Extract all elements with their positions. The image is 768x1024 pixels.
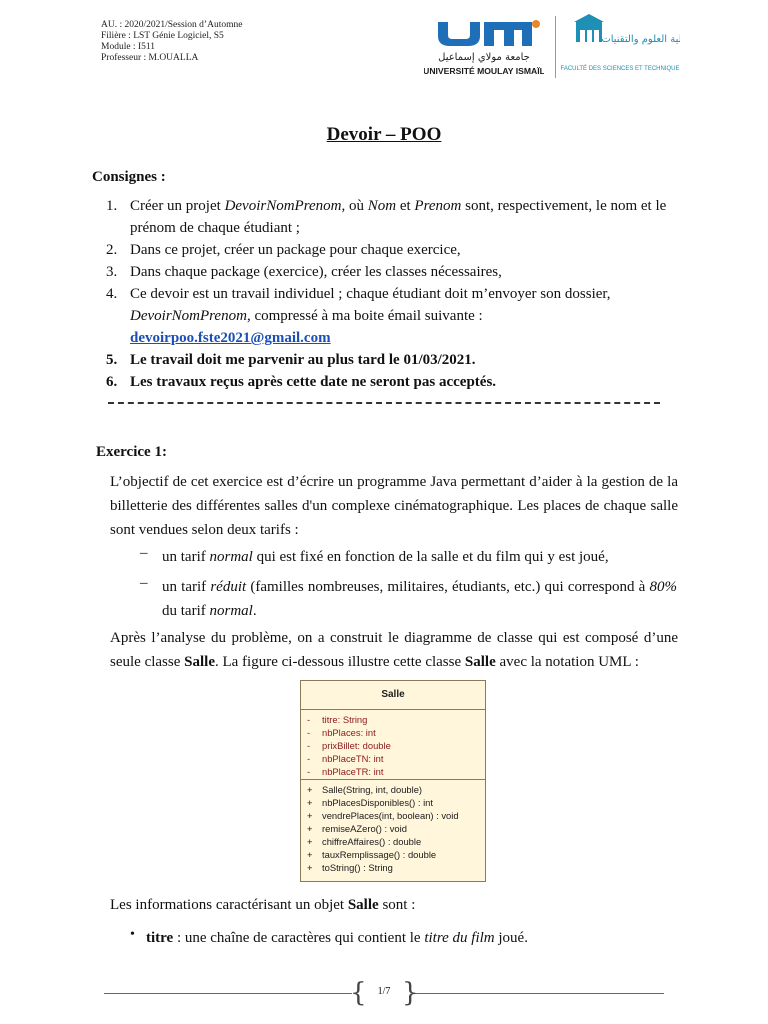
class-name-ref: Salle bbox=[464, 654, 496, 670]
umi-logo-mark bbox=[424, 18, 544, 80]
exercise-heading: Exercice 1: bbox=[96, 444, 167, 460]
consigne-number: 6. bbox=[106, 374, 118, 390]
uml-attribute bbox=[301, 739, 485, 752]
info-text: sont : bbox=[378, 897, 416, 913]
consignes-list bbox=[106, 195, 680, 393]
consigne-text: et bbox=[396, 198, 415, 214]
tarif-dash: – bbox=[140, 575, 148, 591]
uml-attribute-text: titre: String bbox=[322, 714, 368, 725]
tarif-normal-item bbox=[162, 545, 677, 569]
uml-attribute bbox=[301, 726, 485, 739]
titre-bullet-item bbox=[146, 926, 676, 950]
consigne-project-name: DevoirNomPrenom bbox=[224, 198, 342, 214]
uml-class-name: Salle bbox=[301, 681, 485, 710]
footer-rule-left bbox=[104, 993, 352, 994]
tarif-percent: 80% bbox=[649, 579, 677, 595]
uml-attribute-text: nbPlaceTN: int bbox=[322, 753, 384, 764]
uml-attributes bbox=[301, 710, 485, 780]
consigne-item bbox=[106, 195, 680, 239]
consigne-text: Dans ce projet, créer un package pour chaque exercice, bbox=[130, 242, 461, 258]
umi-logo bbox=[424, 18, 544, 80]
uml-operation bbox=[301, 835, 485, 848]
uml-attribute-text: nbPlaces: int bbox=[322, 727, 376, 738]
consigne-text: sont, respectivement, le nom et le prénom de chaque étudiant ; bbox=[130, 198, 667, 236]
info-intro bbox=[110, 893, 678, 917]
logo-divider bbox=[555, 16, 556, 78]
uml-attribute bbox=[301, 765, 485, 778]
tarif-dash: – bbox=[140, 545, 148, 561]
tarif-name: réduit bbox=[210, 579, 247, 595]
uml-visibility: - bbox=[307, 766, 311, 777]
consigne-deadline: Le travail doit me parvenir au plus tard le 01/03/2021. bbox=[130, 352, 476, 368]
uml-visibility: + bbox=[307, 862, 313, 873]
tarif-name: normal bbox=[209, 549, 253, 565]
footer-brace-right: } bbox=[402, 978, 419, 1008]
fst-arabic-name: كلية العلوم والتقنيات bbox=[601, 34, 680, 45]
consigne-project-name: DevoirNomPrenom bbox=[130, 308, 247, 324]
uml-operation bbox=[301, 796, 485, 809]
uml-visibility: + bbox=[307, 823, 313, 834]
analysis-paragraph bbox=[110, 626, 678, 674]
uml-operation bbox=[301, 848, 485, 861]
uml-operation-text: Salle(String, int, double) bbox=[322, 784, 423, 795]
uml-attribute-text: prixBillet: double bbox=[322, 740, 391, 751]
tarif-text: . bbox=[252, 603, 257, 619]
consigne-item bbox=[106, 261, 680, 283]
field-description: joué. bbox=[494, 930, 528, 946]
field-name: titre bbox=[146, 930, 174, 946]
class-name-ref: Salle bbox=[184, 654, 215, 670]
uml-operations bbox=[301, 780, 485, 877]
uml-visibility: + bbox=[307, 784, 313, 795]
uml-visibility: + bbox=[307, 849, 313, 860]
consigne-late-policy: Les travaux reçus après cette date ne seront pas acceptés. bbox=[130, 374, 497, 390]
uml-operation-text: toString() : String bbox=[322, 862, 393, 873]
tarif-text: du tarif bbox=[162, 603, 210, 619]
uml-visibility: - bbox=[307, 714, 311, 725]
uml-operation-text: vendrePlaces(int, boolean) : void bbox=[322, 810, 459, 821]
section-separator bbox=[108, 402, 660, 404]
header-filiere: Filière : LST Génie Logiciel, S5 bbox=[101, 31, 224, 41]
consigne-nom: Nom bbox=[367, 198, 397, 214]
consigne-number: 2. bbox=[106, 242, 118, 258]
consigne-number: 5. bbox=[106, 352, 118, 368]
field-description: : une chaîne de caractères qui contient le bbox=[173, 930, 425, 946]
consigne-number: 3. bbox=[106, 264, 118, 280]
footer-brace-left: { bbox=[350, 978, 367, 1008]
umi-latin-name: UNIVERSITÉ MOULAY ISMAÏL bbox=[424, 66, 544, 76]
tarif-reduit-item bbox=[162, 575, 677, 623]
umi-arabic-name: جامعة مولاي إسماعيل bbox=[438, 52, 530, 63]
uml-visibility: + bbox=[307, 810, 313, 821]
consigne-text: , où bbox=[341, 198, 368, 214]
uml-visibility: - bbox=[307, 740, 311, 751]
uml-operation-text: tauxRemplissage() : double bbox=[322, 849, 437, 860]
page-number: 1/7 bbox=[377, 986, 391, 997]
consigne-item bbox=[106, 371, 680, 393]
uml-operation-text: remiseAZero() : void bbox=[322, 823, 407, 834]
fst-logo bbox=[560, 12, 680, 80]
tarif-name: normal bbox=[209, 603, 253, 619]
uml-operation-text: nbPlacesDisponibles() : int bbox=[322, 797, 433, 808]
tarif-text: qui est fixé en fonction de la salle et du film qui y est joué, bbox=[252, 549, 609, 565]
uml-visibility: - bbox=[307, 727, 311, 738]
consigne-item bbox=[106, 283, 680, 349]
consigne-item bbox=[106, 349, 680, 371]
consigne-number: 4. bbox=[106, 286, 118, 302]
uml-operation bbox=[301, 861, 485, 874]
fst-latin-name: FACULTÉ DES SCIENCES ET TECHNIQUES bbox=[560, 66, 680, 72]
consigne-text: Créer un projet bbox=[130, 198, 225, 214]
analysis-text: . La figure ci-dessous illustre cette classe bbox=[214, 654, 465, 670]
consigne-text: Dans chaque package (exercice), créer les classes nécessaires, bbox=[130, 264, 502, 280]
header-professor: Professeur : M.OUALLA bbox=[101, 53, 199, 63]
tarif-text: (familles nombreuses, militaires, étudiants, etc.) qui correspond à bbox=[246, 579, 650, 595]
page-title: Devoir – POO bbox=[326, 124, 442, 145]
header-module: Module : I511 bbox=[101, 42, 156, 52]
uml-attribute-text: nbPlaceTR: int bbox=[322, 766, 384, 777]
uml-operation bbox=[301, 783, 485, 796]
bullet-dot: • bbox=[130, 927, 135, 942]
tarif-text: un tarif bbox=[162, 579, 211, 595]
consignes-heading: Consignes : bbox=[92, 169, 166, 185]
footer-rule-right bbox=[414, 993, 664, 994]
analysis-text: Après l’analyse du problème, on a construit le diagramme de classe qui est composé d’une seule classe bbox=[110, 630, 678, 670]
consigne-text: , compressé à ma boite émail suivante : bbox=[246, 308, 483, 324]
email-link[interactable]: devoirpoo.fste2021@gmail.com bbox=[130, 330, 331, 346]
uml-visibility: + bbox=[307, 836, 313, 847]
consigne-prenom: Prenom bbox=[414, 198, 462, 214]
tarif-text: un tarif bbox=[162, 549, 210, 565]
uml-class-diagram bbox=[300, 680, 486, 882]
consigne-number: 1. bbox=[106, 198, 118, 214]
class-name-ref: Salle bbox=[347, 897, 379, 913]
exercise-intro: L’objectif de cet exercice est d’écrire un programme Java permettant d’aider à la gestion de la billetterie des différentes salles d'un complexe cinématographique. Les places de chaque salle sont vendues selon deux tarifs : bbox=[110, 474, 678, 538]
uml-attribute bbox=[301, 713, 485, 726]
uml-attribute bbox=[301, 752, 485, 765]
info-text: Les informations caractérisant un objet bbox=[110, 897, 348, 913]
uml-visibility: + bbox=[307, 797, 313, 808]
consigne-text: Ce devoir est un travail individuel ; chaque étudiant doit m’envoyer son dossier, bbox=[130, 286, 611, 302]
field-description-italic: titre du film bbox=[424, 930, 495, 946]
consigne-item bbox=[106, 239, 680, 261]
uml-operation-text: chiffreAffaires() : double bbox=[322, 836, 422, 847]
uml-operation bbox=[301, 809, 485, 822]
analysis-text: avec la notation UML : bbox=[495, 654, 639, 670]
uml-operation bbox=[301, 822, 485, 835]
fst-logo-mark bbox=[560, 12, 680, 80]
uml-visibility: - bbox=[307, 753, 311, 764]
header-academic-year: AU. : 2020/2021/Session d’Automne bbox=[101, 20, 243, 30]
